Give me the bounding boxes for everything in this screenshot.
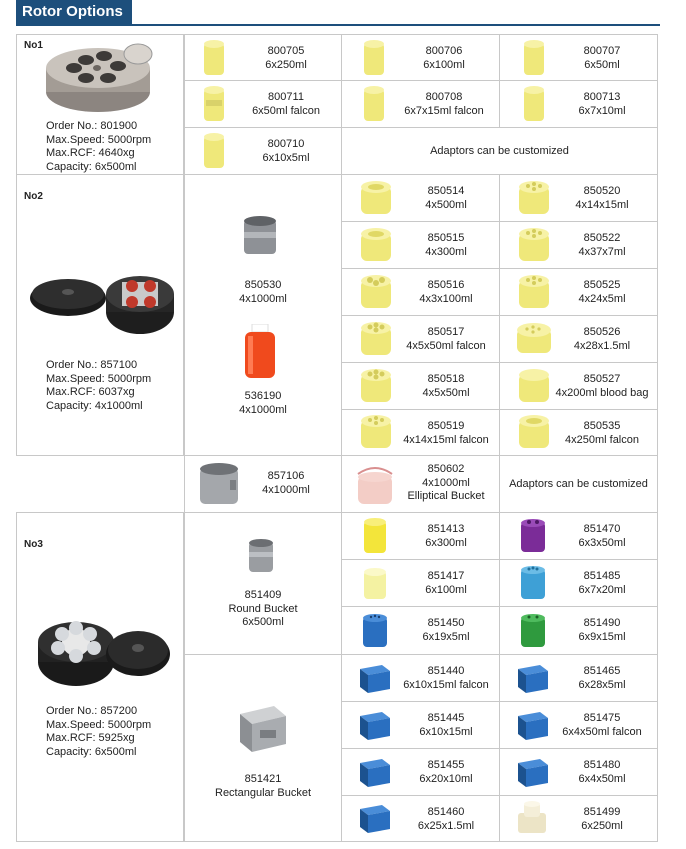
adaptor-yellow-tall-icon xyxy=(362,38,386,78)
adaptor-yellow-multi-icon xyxy=(358,366,394,406)
item-851455: 851455 6x20x10ml xyxy=(419,759,473,785)
item-850514: 850514 4x500ml xyxy=(425,185,467,211)
item-851413: 851413 6x300ml xyxy=(425,523,467,549)
adaptor-yellow-multi-icon xyxy=(516,272,552,312)
item-851480: 851480 6x4x50ml xyxy=(578,759,626,785)
rotor1-specs xyxy=(46,120,151,174)
item-850515: 850515 4x300ml xyxy=(425,232,467,258)
item-850525: 850525 4x24x5ml xyxy=(578,279,626,305)
item-851421: 851421 Rectangular Bucket xyxy=(215,773,311,799)
rotor2-capacity: Capacity: 4x1000ml xyxy=(46,399,143,412)
block-blue-icon xyxy=(356,799,392,837)
adaptor-yellow-multi-icon xyxy=(358,412,394,452)
item-850517: 850517 4x5x50ml falcon xyxy=(406,326,486,352)
adaptor-yellow-round-icon xyxy=(516,366,552,406)
adaptor-green-icon xyxy=(518,611,548,651)
section-title: Rotor Options xyxy=(16,0,132,24)
adaptor-yellow-multi-icon xyxy=(514,319,554,359)
adaptor-purple-icon xyxy=(518,516,548,556)
bottle-red-icon xyxy=(242,324,278,380)
adaptor-cream-icon xyxy=(514,799,550,837)
cell-851409 xyxy=(184,512,342,655)
adaptor-yellow-multi-icon xyxy=(516,178,552,218)
item-536190: 536190 4x1000ml xyxy=(239,390,287,416)
bucket-round-icon xyxy=(246,536,276,576)
adaptor-blue-icon xyxy=(360,611,390,651)
rotor2-specs xyxy=(46,359,151,413)
adaptor-lightyellow-icon xyxy=(362,563,388,603)
item-850520: 850520 4x14x15ml xyxy=(575,185,629,211)
rotor1-image xyxy=(40,38,160,118)
item-851409: 851409 Round Bucket 6x500ml xyxy=(228,589,298,628)
adaptor-yellow-falcon-icon xyxy=(202,84,226,124)
rotor2-image xyxy=(28,268,178,344)
item-850535: 850535 4x250ml falcon xyxy=(565,420,639,446)
item-850527: 850527 4x200ml blood bag xyxy=(555,373,649,399)
item-850518: 850518 4x5x50ml xyxy=(422,373,470,399)
rotor1-speed: Max.Speed: 5000rpm xyxy=(46,133,152,146)
item-800707: 800707 6x50ml xyxy=(583,45,621,71)
adaptor-lightblue-icon xyxy=(518,563,548,603)
bucket-steel-icon xyxy=(240,214,280,258)
rotor1-order: Order No.: 801900 xyxy=(46,120,138,132)
rotor3-speed: Max.Speed: 5000rpm xyxy=(46,718,152,731)
item-800706: 800706 6x100ml xyxy=(423,45,465,71)
adaptor-yellow-tall-icon xyxy=(362,84,386,124)
rotor3-order: Order No.: 857200 xyxy=(46,705,138,717)
item-850602: 850602 4x1000ml Elliptical Bucket xyxy=(407,463,485,502)
item-851417: 851417 6x100ml xyxy=(425,570,467,596)
adaptor-yellow-multi-icon xyxy=(358,272,394,312)
adaptor-yellow-round-icon xyxy=(516,412,552,452)
rotor1-label: No1 xyxy=(24,40,43,51)
item-851460: 851460 6x25x1.5ml xyxy=(417,806,475,832)
customize-note-1: Adaptors can be customized xyxy=(430,145,569,157)
customize-note-2: Adaptors can be customized xyxy=(509,478,648,490)
item-851499: 851499 6x250ml xyxy=(581,806,623,832)
item-857106: 857106 4x1000ml xyxy=(262,470,310,496)
item-851475: 851475 6x4x50ml falcon xyxy=(562,712,642,738)
rotor3-specs xyxy=(46,705,151,759)
rotor3-image xyxy=(34,612,174,692)
item-850522: 850522 4x37x7ml xyxy=(578,232,626,258)
adaptor-yellow-tall-icon xyxy=(202,38,226,78)
item-850516: 850516 4x3x100ml xyxy=(419,279,473,305)
rotor3-rcf: Max.RCF: 5925xg xyxy=(46,732,135,744)
adaptor-yellow-multi-icon xyxy=(358,319,394,359)
block-blue-icon xyxy=(514,753,550,791)
item-851445: 851445 6x10x15ml xyxy=(419,712,473,738)
rotor2-label: No2 xyxy=(24,191,43,202)
rotor1-capacity: Capacity: 6x500ml xyxy=(46,160,137,173)
item-850526: 850526 4x28x1.5ml xyxy=(573,326,631,352)
rotor2-order: Order No.: 857100 xyxy=(46,359,138,371)
block-blue-icon xyxy=(514,659,550,697)
rotor2-speed: Max.Speed: 5000rpm xyxy=(46,372,152,385)
item-851440: 851440 6x10x15ml falcon xyxy=(403,665,489,691)
adaptor-yellow-tall-icon xyxy=(522,84,546,124)
title-underline xyxy=(16,24,660,26)
adaptor-yellow-round-icon xyxy=(358,225,394,265)
block-blue-icon xyxy=(356,753,392,791)
adaptor-yellow-tall-icon xyxy=(202,131,226,171)
block-blue-icon xyxy=(356,706,392,744)
rotor2-rcf: Max.RCF: 6037xg xyxy=(46,386,135,398)
item-851490: 851490 6x9x15ml xyxy=(578,617,626,643)
item-800708: 800708 6x7x15ml falcon xyxy=(404,91,484,117)
bucket-elliptical-icon xyxy=(352,460,398,508)
block-blue-icon xyxy=(356,659,392,697)
item-800710: 800710 6x10x5ml xyxy=(262,138,310,164)
item-800713: 800713 6x7x10ml xyxy=(578,91,626,117)
adaptor-yellow-round-icon xyxy=(358,178,394,218)
adaptor-yellow-multi-icon xyxy=(516,225,552,265)
item-851465: 851465 6x28x5ml xyxy=(578,665,626,691)
block-blue-icon xyxy=(514,706,550,744)
item-851470: 851470 6x3x50ml xyxy=(578,523,626,549)
adaptor-yellow-tall-icon xyxy=(362,516,388,556)
rotor1-rcf: Max.RCF: 4640xg xyxy=(46,147,135,159)
rotor3-capacity: Capacity: 6x500ml xyxy=(46,745,137,758)
item-851450: 851450 6x19x5ml xyxy=(422,617,470,643)
item-800711: 800711 6x50ml falcon xyxy=(252,91,320,117)
item-800705: 800705 6x250ml xyxy=(265,45,307,71)
item-850519: 850519 4x14x15ml falcon xyxy=(403,420,489,446)
item-851485: 851485 6x7x20ml xyxy=(578,570,626,596)
adaptor-yellow-tall-icon xyxy=(522,38,546,78)
item-850530: 850530 4x1000ml xyxy=(239,279,287,305)
bucket-rectangular-icon xyxy=(234,700,290,756)
rotor3-label: No3 xyxy=(24,539,43,550)
